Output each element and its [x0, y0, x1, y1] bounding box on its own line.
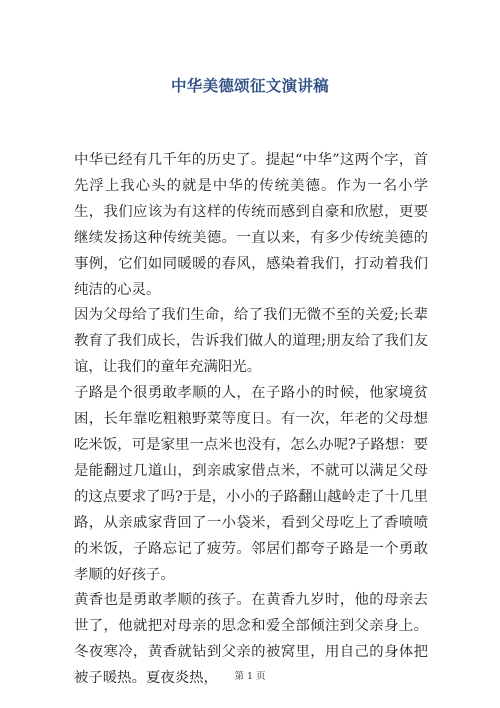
- paragraph-3: 子路是个很勇敢孝顺的人，在子路小的时候，他家境贫困，长年靠吃粗粮野菜等度日。有一次，年老的父母想吃米饭，可是家里一点米也没有，怎么办呢?子路想：要是能翻过几道山，到亲戚家借点米，不就可以满足父母的这点要求了吗?于是，小小的子路翻山越岭走了十几里路，从亲戚家背回了一小袋米，看到父母吃上了香喷喷的米饭，子路忘记了疲劳。邻居们都夸子路是一个勇敢孝顺的好孩子。: [74, 385, 428, 583]
- paragraph-2: 因为父母给了我们生命，给了我们无微不至的关爱;长辈教育了我们成长，告诉我们做人的道理;朋友给了我们友谊，让我们的童年充满阳光。: [74, 307, 428, 376]
- paragraph-1: 中华已经有几千年的历史了。提起“中华”这两个字，首先浮上我心头的就是中华的传统美德。作为一名小学生，我们应该为有这样的传统而感到自豪和欣慰，更要继续发扬这种传统美德。一直以来，有多少传统美德的事例，它们如同暖暖的春风，感染着我们，打动着我们纯洁的心灵。: [74, 152, 428, 298]
- paragraph-4: 黄香也是勇敢孝顺的孩子。在黄香九岁时，他的母亲去世了，他就把对母亲的思念和爱全部倾注到父亲身上。冬夜寒冷，黄香就钻到父亲的被窝里，用自己的身体把被子暖热。夏夜炎热，: [74, 592, 428, 687]
- page-number: 第 1 页: [234, 671, 266, 682]
- document-title: 中华美德颂征文演讲稿: [170, 77, 329, 95]
- document-body: [74, 148, 428, 692]
